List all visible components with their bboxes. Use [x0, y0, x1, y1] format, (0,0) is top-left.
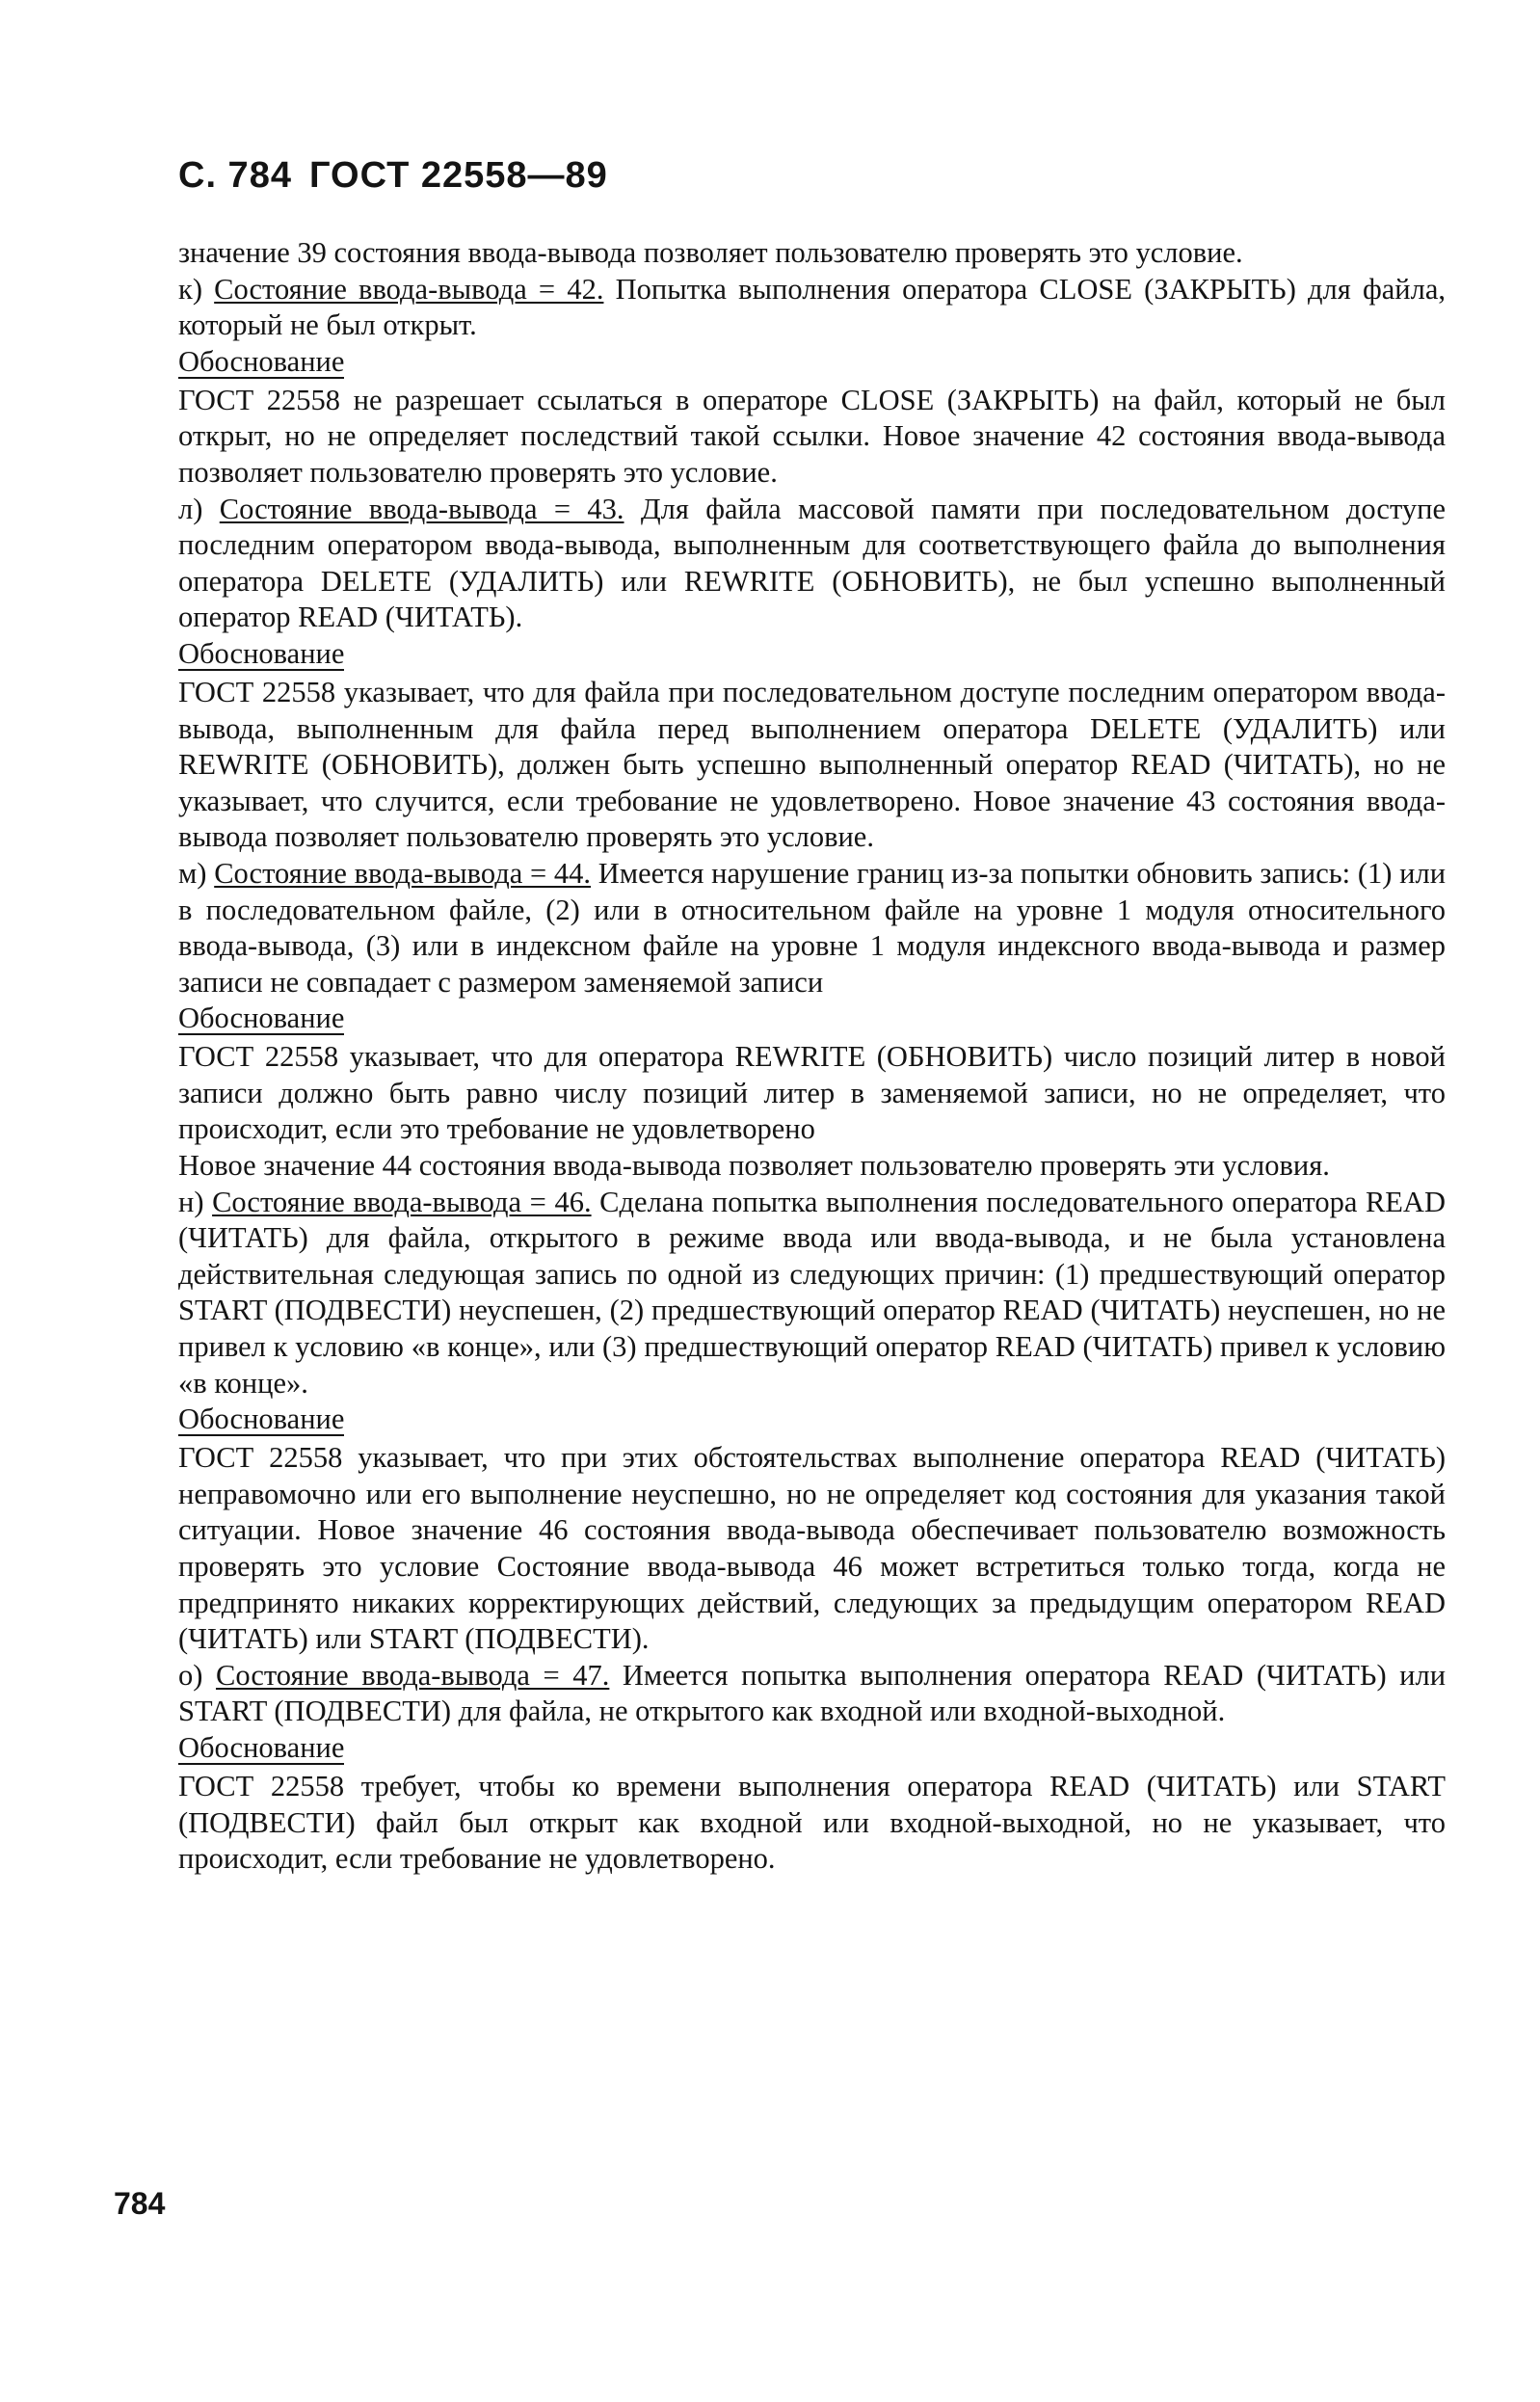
status-label: Состояние ввода-вывода = 44. — [214, 856, 592, 890]
item-marker: л) — [178, 492, 203, 525]
item-text: Имеется нарушение границ из-за попытки обновить запись: (1) или в последовательном файле, (2) или в относительном файле на уровне 1 модуля относительного ввода-вывода, (3) или в индексном файле на уровне 1 модуля индексного ввода-вывода и размер записи не совпадает с размером заменяемой записи — [178, 856, 1447, 999]
item-text: Для файла массовой памяти при последовательном доступе последним оператором ввода-вывода, выполненным для соответствующего файла до выполнения оператора DELETE (УДАЛИТЬ) или REWRITE (ОБНОВИТЬ), не был успешно выполненный оператор READ (ЧИТАТЬ). — [178, 492, 1446, 634]
reason-heading: Обоснование — [178, 344, 345, 378]
status-label: Состояние ввода-вывода = 47. — [215, 1658, 610, 1692]
item-marker: о) — [178, 1658, 203, 1692]
reason-heading: Обоснование — [178, 636, 345, 670]
reason-heading: Обоснование — [178, 1730, 345, 1764]
list-item — [178, 1185, 1446, 1402]
page-number: 784 — [114, 2186, 166, 2221]
reason-paragraph: ГОСТ 22558 требует, чтобы ко времени выполнения оператора READ (ЧИТАТЬ) или START (ПОДВЕСТИ) файл был открыт как входной или входной-выходной, но не указывает, что происходит, если требование не удовлетворено. — [178, 1769, 1446, 1876]
page-header — [178, 154, 1446, 197]
document-body — [178, 235, 1446, 1878]
reason-heading: Обоснование — [178, 1001, 345, 1035]
list-item — [178, 272, 1446, 344]
item-list — [178, 272, 1446, 1878]
status-label: Состояние ввода-вывода = 42. — [214, 272, 604, 306]
reason-heading-wrap — [178, 1401, 1446, 1440]
standard-title: ГОСТ 22558—89 — [308, 155, 608, 196]
list-item — [178, 856, 1446, 1001]
intro-paragraph: значение 39 состояния ввода-вывода позволяет пользователю проверять это условие. — [178, 236, 1243, 269]
reason-paragraph: ГОСТ 22558 не разрешает ссылаться в операторе CLOSE (ЗАКРЫТЬ) на файл, который не был открыт, но не определяет последствий такой ссылки. Новое значение 42 состояния ввода-вывода позволяет пользователю проверять это условие. — [178, 383, 1446, 489]
list-item — [178, 1658, 1446, 1730]
reason-paragraph: ГОСТ 22558 указывает, что для файла при последовательном доступе последним оператором ввода-вывода, выполненным для файла перед выполнением оператора DELETE (УДАЛИТЬ) или REWRITE (ОБНОВИТЬ), должен быть успешно выполненный оператор READ (ЧИТАТЬ), но не указывает, что случится, если требование не удовлетворено. Новое значение 43 состояния ввода-вывода позволяет пользователю проверять это условие. — [178, 675, 1446, 854]
status-label: Состояние ввода-вывода = 46. — [212, 1185, 592, 1218]
reason-heading-wrap — [178, 1730, 1446, 1769]
list-item — [178, 492, 1446, 636]
status-label: Состояние ввода-вывода = 43. — [219, 492, 624, 525]
reason-paragraph: Новое значение 44 состояния ввода-вывода позволяет пользователю проверять эти условия. — [178, 1149, 1330, 1183]
item-marker: к) — [178, 272, 202, 306]
reason-heading-wrap — [178, 1001, 1446, 1039]
item-marker: м) — [178, 856, 207, 890]
item-text: Сделана попытка выполнения последовательного оператора READ (ЧИТАТЬ) для файла, открытого в режиме ввода или ввода-вывода, и не была установлена действительная следующая запись по одной из следующих причин: (1) предшествующий оператор START (ПОДВЕСТИ) неуспешен, (2) предшествующий оператор READ (ЧИТАТЬ) неуспешен, но не привел к условию «в конце», или (3) предшествующий оператор READ (ЧИТАТЬ) привел к условию «в конце». — [178, 1185, 1446, 1400]
item-text: Имеется попытка выполнения оператора READ (ЧИТАТЬ) или START (ПОДВЕСТИ) для файла, не открытого как входной или входной-выходной. — [178, 1658, 1447, 1728]
reason-heading-wrap — [178, 344, 1446, 383]
item-text: Попытка выполнения оператора CLOSE (ЗАКРЫТЬ) для файла, который не был открыт. — [178, 272, 1446, 342]
document-page — [178, 154, 1446, 1878]
page-reference: С. 784 — [178, 155, 292, 196]
reason-paragraph: ГОСТ 22558 указывает, что при этих обстоятельствах выполнение оператора READ (ЧИТАТЬ) неправомочно или его выполнение неуспешно, но не определяет код состояния для указания такой ситуации. Новое значение 46 состояния ввода-вывода обеспечивает пользователю возможность проверять это условие Состояние ввода-вывода 46 может встретиться только тогда, когда не предпринято никаких корректирующих действий, следующих за предыдущим оператором READ (ЧИТАТЬ) или START (ПОДВЕСТИ). — [178, 1441, 1446, 1656]
reason-heading-wrap — [178, 636, 1446, 675]
reason-heading: Обоснование — [178, 1402, 345, 1436]
reason-paragraph: ГОСТ 22558 указывает, что для оператора REWRITE (ОБНОВИТЬ) число позиций литер в новой записи должно быть равно числу позиций литер в заменяемой записи, но не определяет, что происходит, если это требование не удовлетворено — [178, 1040, 1446, 1146]
item-marker: н) — [178, 1185, 204, 1218]
